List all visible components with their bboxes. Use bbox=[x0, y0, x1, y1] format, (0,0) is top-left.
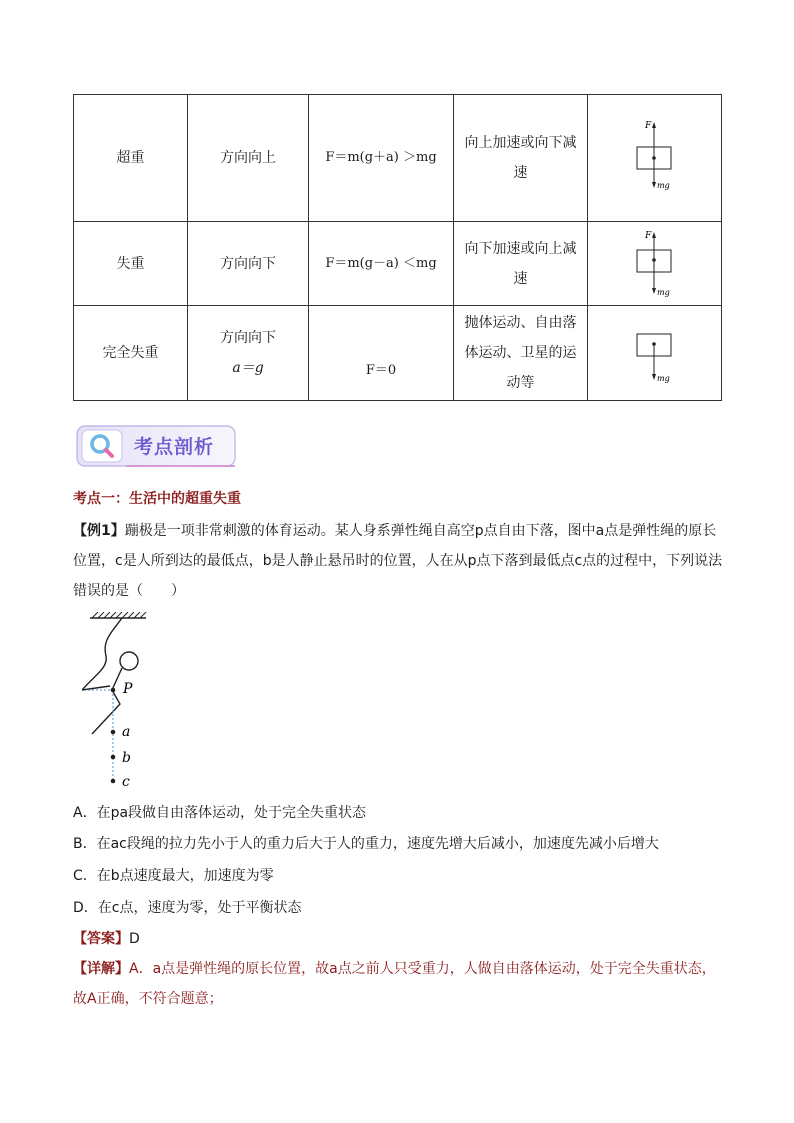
table-row bbox=[74, 95, 722, 222]
analysis-text: A．a点是弹性绳的原长位置，故a点之前人只受重力，人做自由落体运动，处于完全失重状态，故A正确，不符合题意； bbox=[73, 961, 716, 1007]
example-question bbox=[73, 516, 723, 606]
row-accel-cell bbox=[188, 306, 309, 401]
row-accel-eq: a＝g bbox=[232, 360, 264, 376]
row-name: 失重 bbox=[74, 222, 188, 306]
option-b: B．在ac段绳的拉力先小于人的重力后大于人的重力，速度先增大后减小，加速度先减小后增大 bbox=[73, 836, 659, 852]
example-tag: 【例1】 bbox=[73, 523, 125, 539]
answer-line bbox=[73, 928, 140, 948]
force-diagram-weightless bbox=[588, 306, 722, 401]
table-row bbox=[74, 222, 722, 306]
weight-label: mg bbox=[656, 181, 670, 190]
answer-tag: 【答案】 bbox=[73, 931, 129, 947]
section-banner bbox=[76, 423, 238, 469]
example-text: 蹦极是一项非常刺激的体育运动。某人身系弹性绳自高空p点自由下落，图中a点是弹性绳的原长位置，c是人所到达的最低点，b是人静止悬吊时的位置，人在从p点下落到最低点c点的过程中，下列说法错误的是（ ） bbox=[73, 523, 723, 599]
force-label: F bbox=[644, 121, 651, 131]
weight-label: mg bbox=[656, 287, 670, 297]
point-c-label: c bbox=[122, 774, 130, 790]
point-p-label: P bbox=[123, 681, 133, 697]
banner-label: 考点剖析 bbox=[134, 436, 215, 458]
weightlessness-table bbox=[73, 94, 722, 401]
point-b-label: b bbox=[122, 750, 131, 766]
analysis bbox=[73, 954, 723, 1014]
row-motion: 向下加速或向上减速 bbox=[454, 222, 588, 306]
row-formula: F＝0 bbox=[309, 306, 454, 401]
row-formula: F＝m(g－a) ＜mg bbox=[309, 222, 454, 306]
section-title: 考点一：生活中的超重失重 bbox=[73, 491, 241, 507]
weight-label: mg bbox=[656, 374, 670, 383]
bungee-figure bbox=[82, 612, 162, 792]
table-row bbox=[74, 306, 722, 401]
answer-value: D bbox=[129, 931, 140, 947]
analysis-tag: 【详解】 bbox=[73, 961, 129, 977]
row-accel: 方向向上 bbox=[188, 95, 309, 222]
force-diagram-overweight bbox=[588, 95, 722, 222]
row-name: 完全失重 bbox=[74, 306, 188, 401]
row-motion: 向上加速或向下减速 bbox=[454, 95, 588, 222]
option-c: C．在b点速度最大，加速度为零 bbox=[73, 868, 274, 884]
row-formula: F＝m(g＋a) ＞mg bbox=[309, 95, 454, 222]
row-name: 超重 bbox=[74, 95, 188, 222]
option-d: D．在c点，速度为零，处于平衡状态 bbox=[73, 900, 302, 916]
force-diagram-underweight bbox=[588, 222, 722, 306]
row-accel: 方向向下 bbox=[220, 330, 276, 346]
option-a: A．在pa段做自由落体运动，处于完全失重状态 bbox=[73, 805, 367, 821]
force-label: F bbox=[644, 230, 651, 241]
row-accel: 方向向下 bbox=[188, 222, 309, 306]
point-a-label: a bbox=[122, 724, 131, 740]
row-motion: 抛体运动、自由落体运动、卫星的运动等 bbox=[454, 306, 588, 401]
